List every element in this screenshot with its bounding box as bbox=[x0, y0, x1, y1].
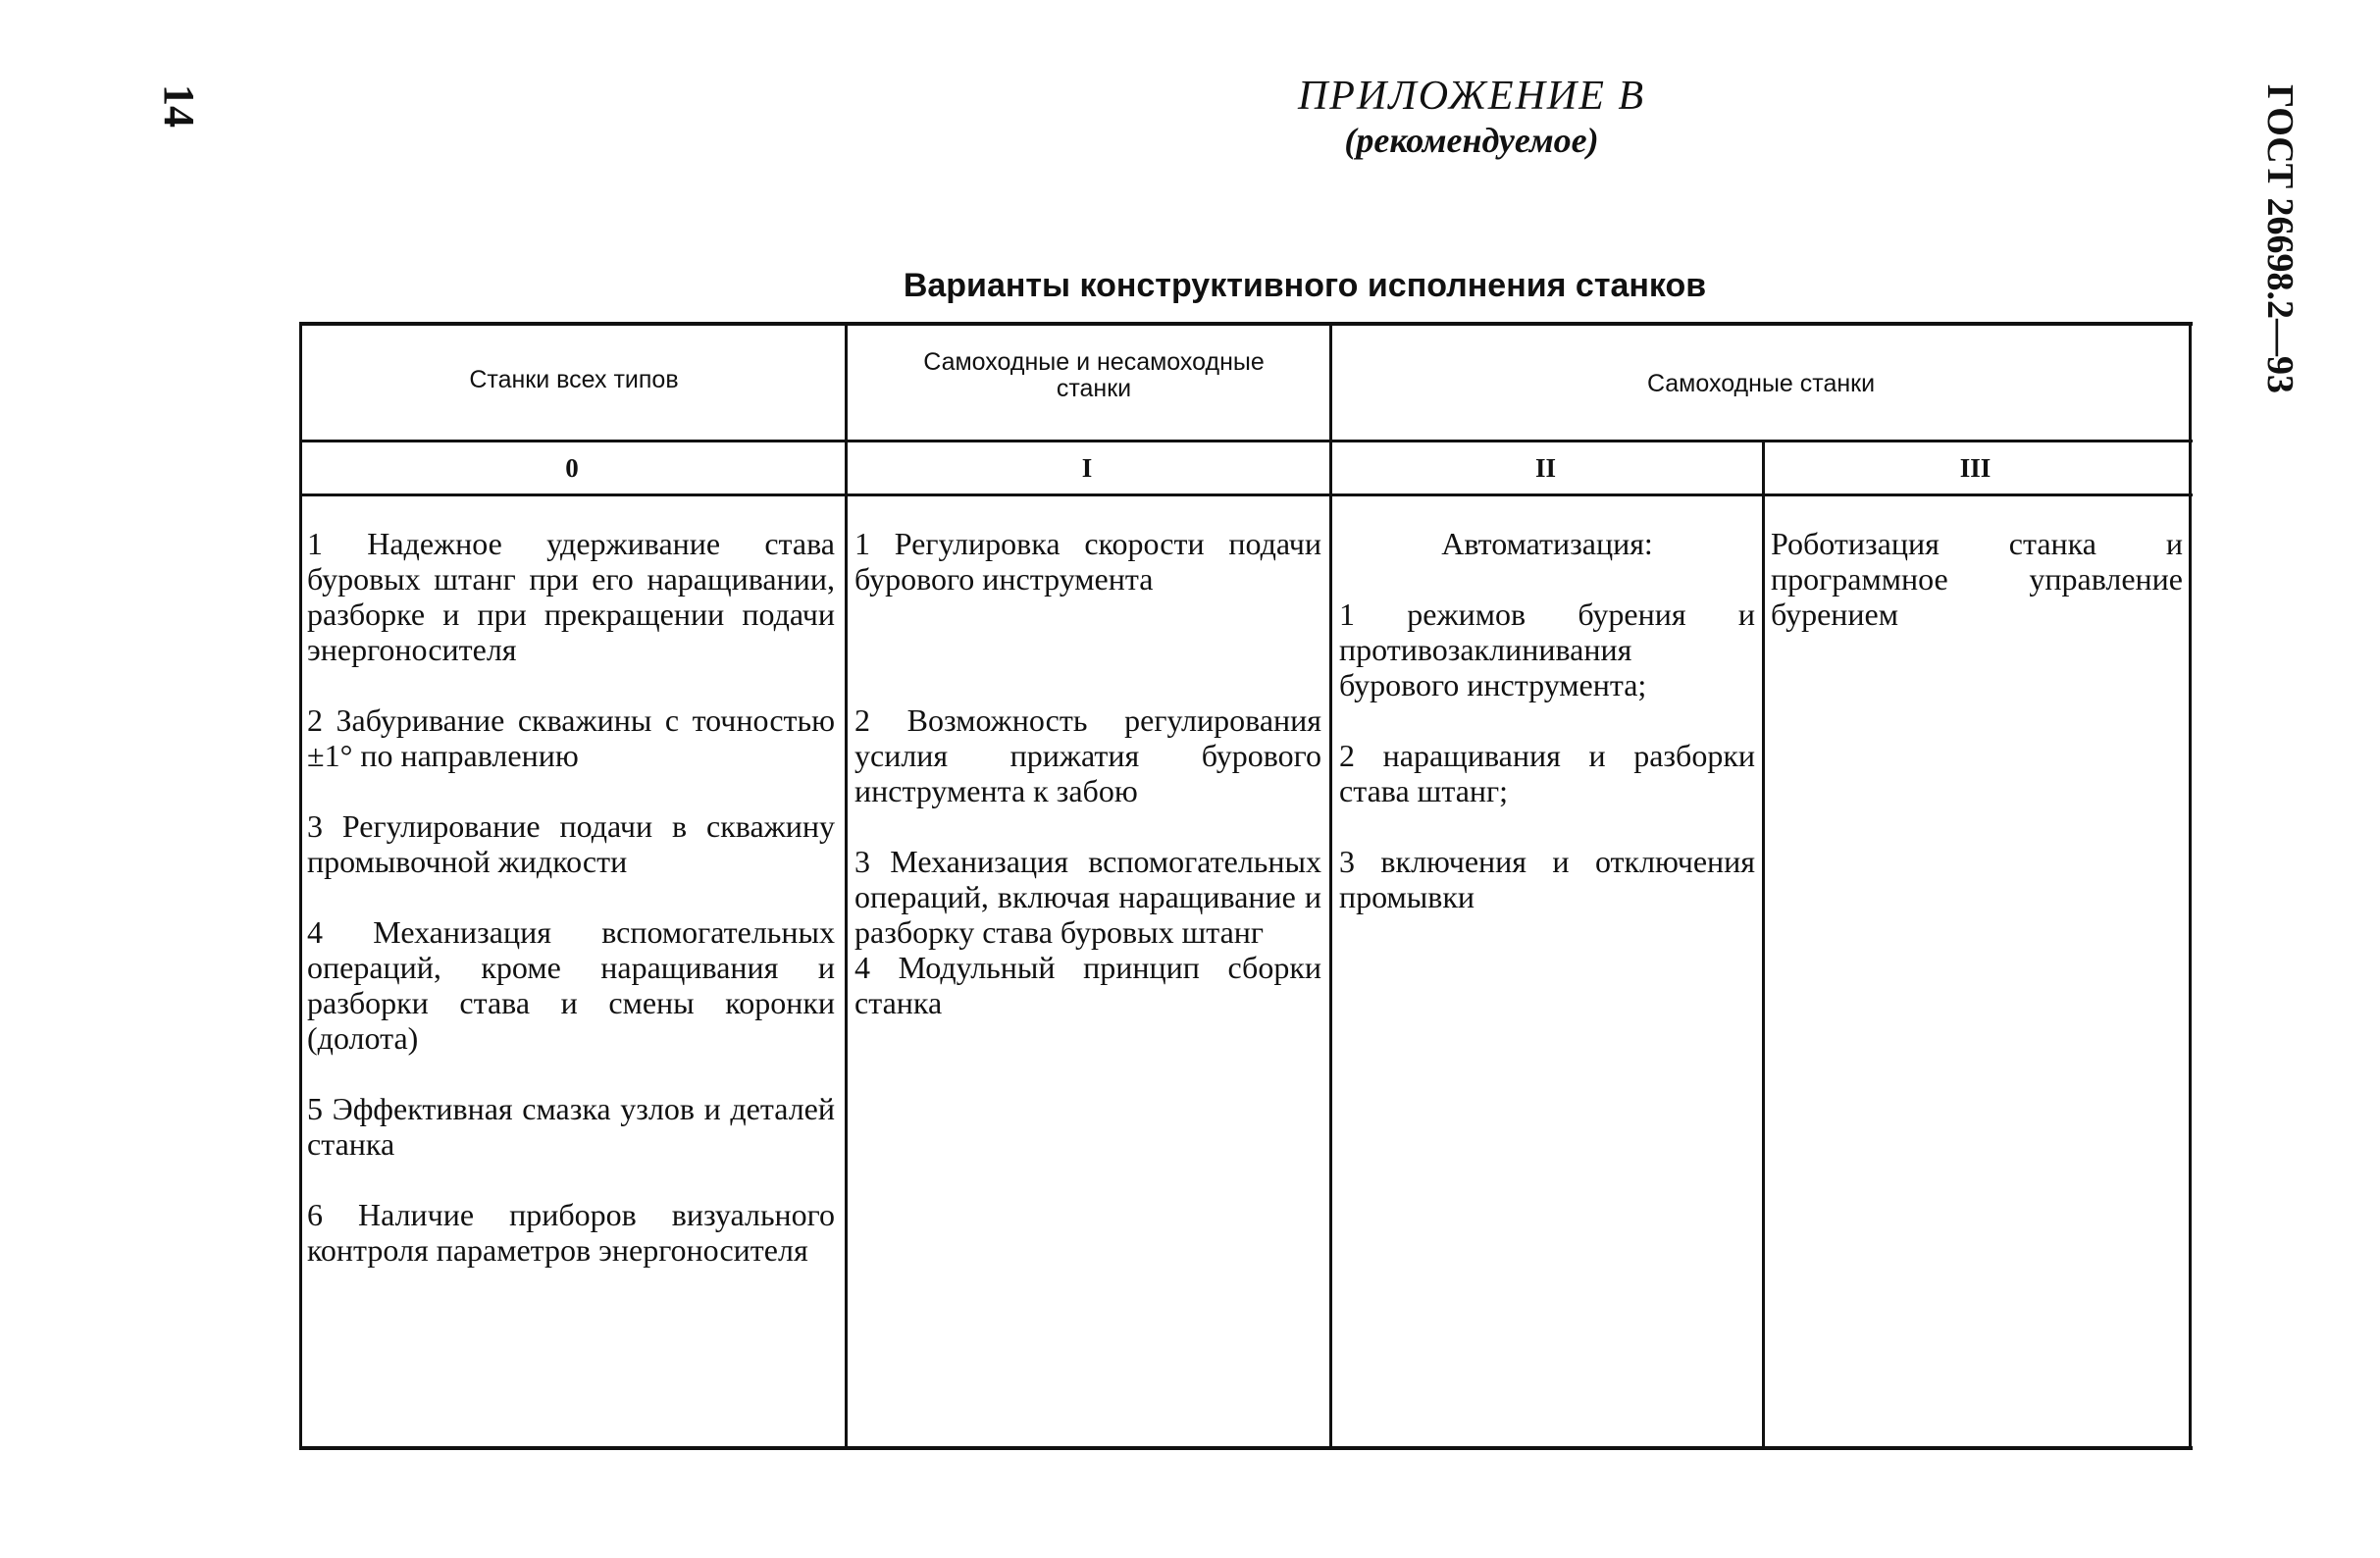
appendix-title: ПРИЛОЖЕНИЕ В bbox=[1297, 74, 1646, 119]
list-item: 2 наращивания и разборки става штанг; bbox=[1339, 738, 1755, 808]
list-item: 5 Эффективная смазка узлов и деталей станка bbox=[307, 1091, 835, 1162]
col-number-3: III bbox=[1959, 453, 1992, 483]
list-item: Роботизация станка и программное управление бурением bbox=[1771, 526, 2183, 632]
list-item: 3 Регулирование подачи в скважину промывочной жидкости bbox=[307, 808, 835, 879]
column-1-body bbox=[854, 526, 1321, 1056]
column-0-body bbox=[307, 526, 835, 1303]
list-item: 2 Забуривание скважины с точностью ±1° по направлению bbox=[307, 702, 835, 773]
list-item: 4 Модульный принцип сборки станка bbox=[854, 950, 1321, 1020]
col-rule-1 bbox=[845, 322, 848, 1448]
list-item: 6 Наличие приборов визуального контроля параметров энергоносителя bbox=[307, 1197, 835, 1268]
col-rule-2 bbox=[1329, 322, 1332, 1448]
column-2-body bbox=[1339, 526, 1755, 950]
header-self-propelled: Самоходные станки bbox=[1646, 370, 1876, 397]
list-item: 1 Регулировка скорости подачи бурового инструмента bbox=[854, 526, 1321, 597]
header-all-machines: Станки всех типов bbox=[469, 366, 679, 393]
col-number-1: I bbox=[1081, 453, 1093, 483]
list-item: 4 Механизация вспомогательных операций, кроме наращивания и разборки става и смены коронки (долота) bbox=[307, 914, 835, 1056]
variants-table bbox=[299, 322, 2193, 1450]
column-3-body bbox=[1771, 526, 2183, 667]
list-item: 1 Надежное удерживание става буровых штанг при его наращивании, разборке и при прекращении подачи энергоносителя bbox=[307, 526, 835, 667]
header-rule bbox=[299, 440, 2193, 442]
gost-number: ГОСТ 26698.2—93 bbox=[2259, 84, 2301, 394]
col-rule-3 bbox=[1762, 441, 1765, 1448]
list-item: 3 Механизация вспомогательных операций, включая наращивание и разборку става буровых штанг bbox=[854, 844, 1321, 950]
list-item: 2 Возможность регулирования усилия прижатия бурового инструмента к забою bbox=[854, 702, 1321, 808]
table-right-rule bbox=[2189, 322, 2192, 1448]
header-self-and-non-self-propelled: Самоходные и несамоходные станки bbox=[923, 348, 1265, 402]
table-left-rule bbox=[299, 322, 302, 1448]
numbers-rule bbox=[299, 493, 2193, 496]
table-bottom-rule bbox=[299, 1446, 2193, 1450]
appendix-subtitle: (рекомендуемое) bbox=[1344, 121, 1599, 160]
list-item: 1 режимов бурения и противозаклинивания бурового инструмента; bbox=[1339, 597, 1755, 702]
list-item: 3 включения и отключения промывки bbox=[1339, 844, 1755, 914]
page-number: 14 bbox=[155, 84, 203, 128]
table-top-rule bbox=[299, 322, 2193, 326]
table-title: Варианты конструктивного исполнения станков bbox=[903, 267, 1707, 304]
col-number-0: 0 bbox=[565, 453, 579, 483]
col-number-2: II bbox=[1534, 453, 1556, 483]
automation-heading: Автоматизация: bbox=[1441, 526, 1653, 561]
